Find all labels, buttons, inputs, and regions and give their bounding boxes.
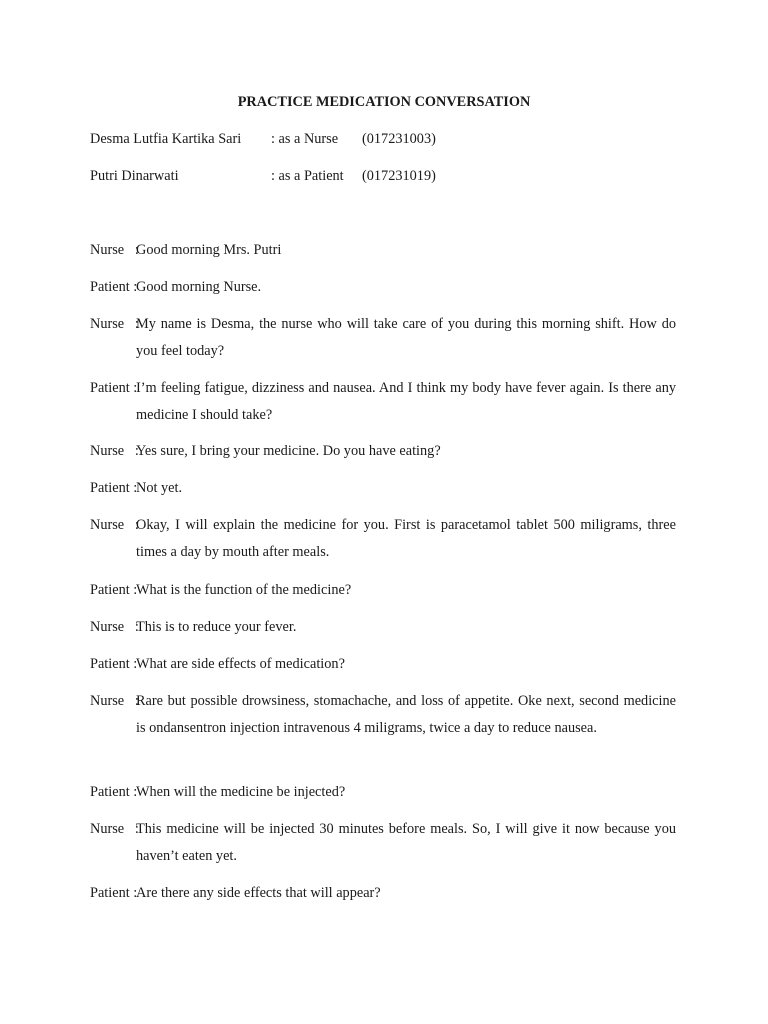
dialogue-text: Okay, I will explain the medicine for you. First is paracetamol tablet 500 miligrams, three times a day by mouth after meals.: [136, 517, 676, 560]
dialogue-text: This medicine will be injected 30 minutes before meals. So, I will give it now because you haven’t eaten yet.: [136, 821, 676, 864]
speaker-label: Nurse :: [90, 443, 139, 459]
dialogue-text: Yes sure, I bring your medicine. Do you have eating?: [136, 443, 441, 459]
member-id: (017231019): [362, 168, 436, 184]
member-id: (017231003): [362, 131, 436, 147]
dialogue-text: Are there any side effects that will appear?: [136, 885, 381, 901]
document-title: PRACTICE MEDICATION CONVERSATION: [237, 94, 531, 110]
dialogue-text: This is to reduce your fever.: [136, 619, 297, 635]
speaker-label: Patient :: [90, 480, 138, 496]
dialogue-line: [90, 512, 676, 566]
dialogue-line: [90, 614, 676, 641]
dialogue-text: Rare but possible drowsiness, stomachache, and loss of appetite. Oke next, second medicine is ondansentron injection intravenous 4 miligrams, twice a day to reduce nausea.: [136, 693, 676, 736]
dialogue-line: [90, 475, 676, 502]
dialogue-line: [90, 438, 676, 465]
speaker-label: Patient :: [90, 885, 138, 901]
dialogue-line: [90, 237, 676, 264]
dialogue-text: Good morning Mrs. Putri: [136, 242, 282, 258]
dialogue-line: [90, 651, 676, 678]
speaker-label: Nurse :: [90, 316, 139, 332]
speaker-label: Patient :: [90, 784, 138, 800]
dialogue-line: [90, 880, 676, 907]
dialogue-line: [90, 688, 676, 742]
dialogue-text: When will the medicine be injected?: [136, 784, 346, 800]
speaker-label: Nurse :: [90, 517, 139, 533]
speaker-label: Patient :: [90, 279, 138, 295]
dialogue-text: I’m feeling fatigue, dizziness and nausea. And I think my body have fever again. Is there any medicine I should take?: [136, 380, 676, 423]
member-name: Desma Lutfia Kartika Sari: [90, 131, 242, 147]
speaker-label: Nurse :: [90, 693, 139, 709]
dialogue-text: Not yet.: [136, 480, 183, 496]
member-role: : as a Patient: [271, 168, 344, 184]
dialogue-text: What is the function of the medicine?: [136, 582, 352, 598]
dialogue-line: [90, 274, 676, 301]
dialogue-line: [90, 816, 676, 870]
dialogue-text: Good morning Nurse.: [136, 279, 262, 295]
dialogue-text: What are side effects of medication?: [136, 656, 345, 672]
dialogue-line: [90, 311, 676, 365]
speaker-label: Patient :: [90, 582, 138, 598]
speaker-label: Patient :: [90, 380, 138, 396]
dialogue-line: [90, 577, 676, 604]
dialogue-line: [90, 779, 676, 806]
speaker-label: Nurse :: [90, 821, 139, 837]
member-name: Putri Dinarwati: [90, 168, 179, 184]
dialogue-text: My name is Desma, the nurse who will take care of you during this morning shift. How do you feel today?: [136, 316, 676, 359]
speaker-label: Patient :: [90, 656, 138, 672]
dialogue-line: [90, 375, 676, 429]
member-role: : as a Nurse: [271, 131, 339, 147]
speaker-label: Nurse :: [90, 619, 139, 635]
speaker-label: Nurse :: [90, 242, 139, 258]
